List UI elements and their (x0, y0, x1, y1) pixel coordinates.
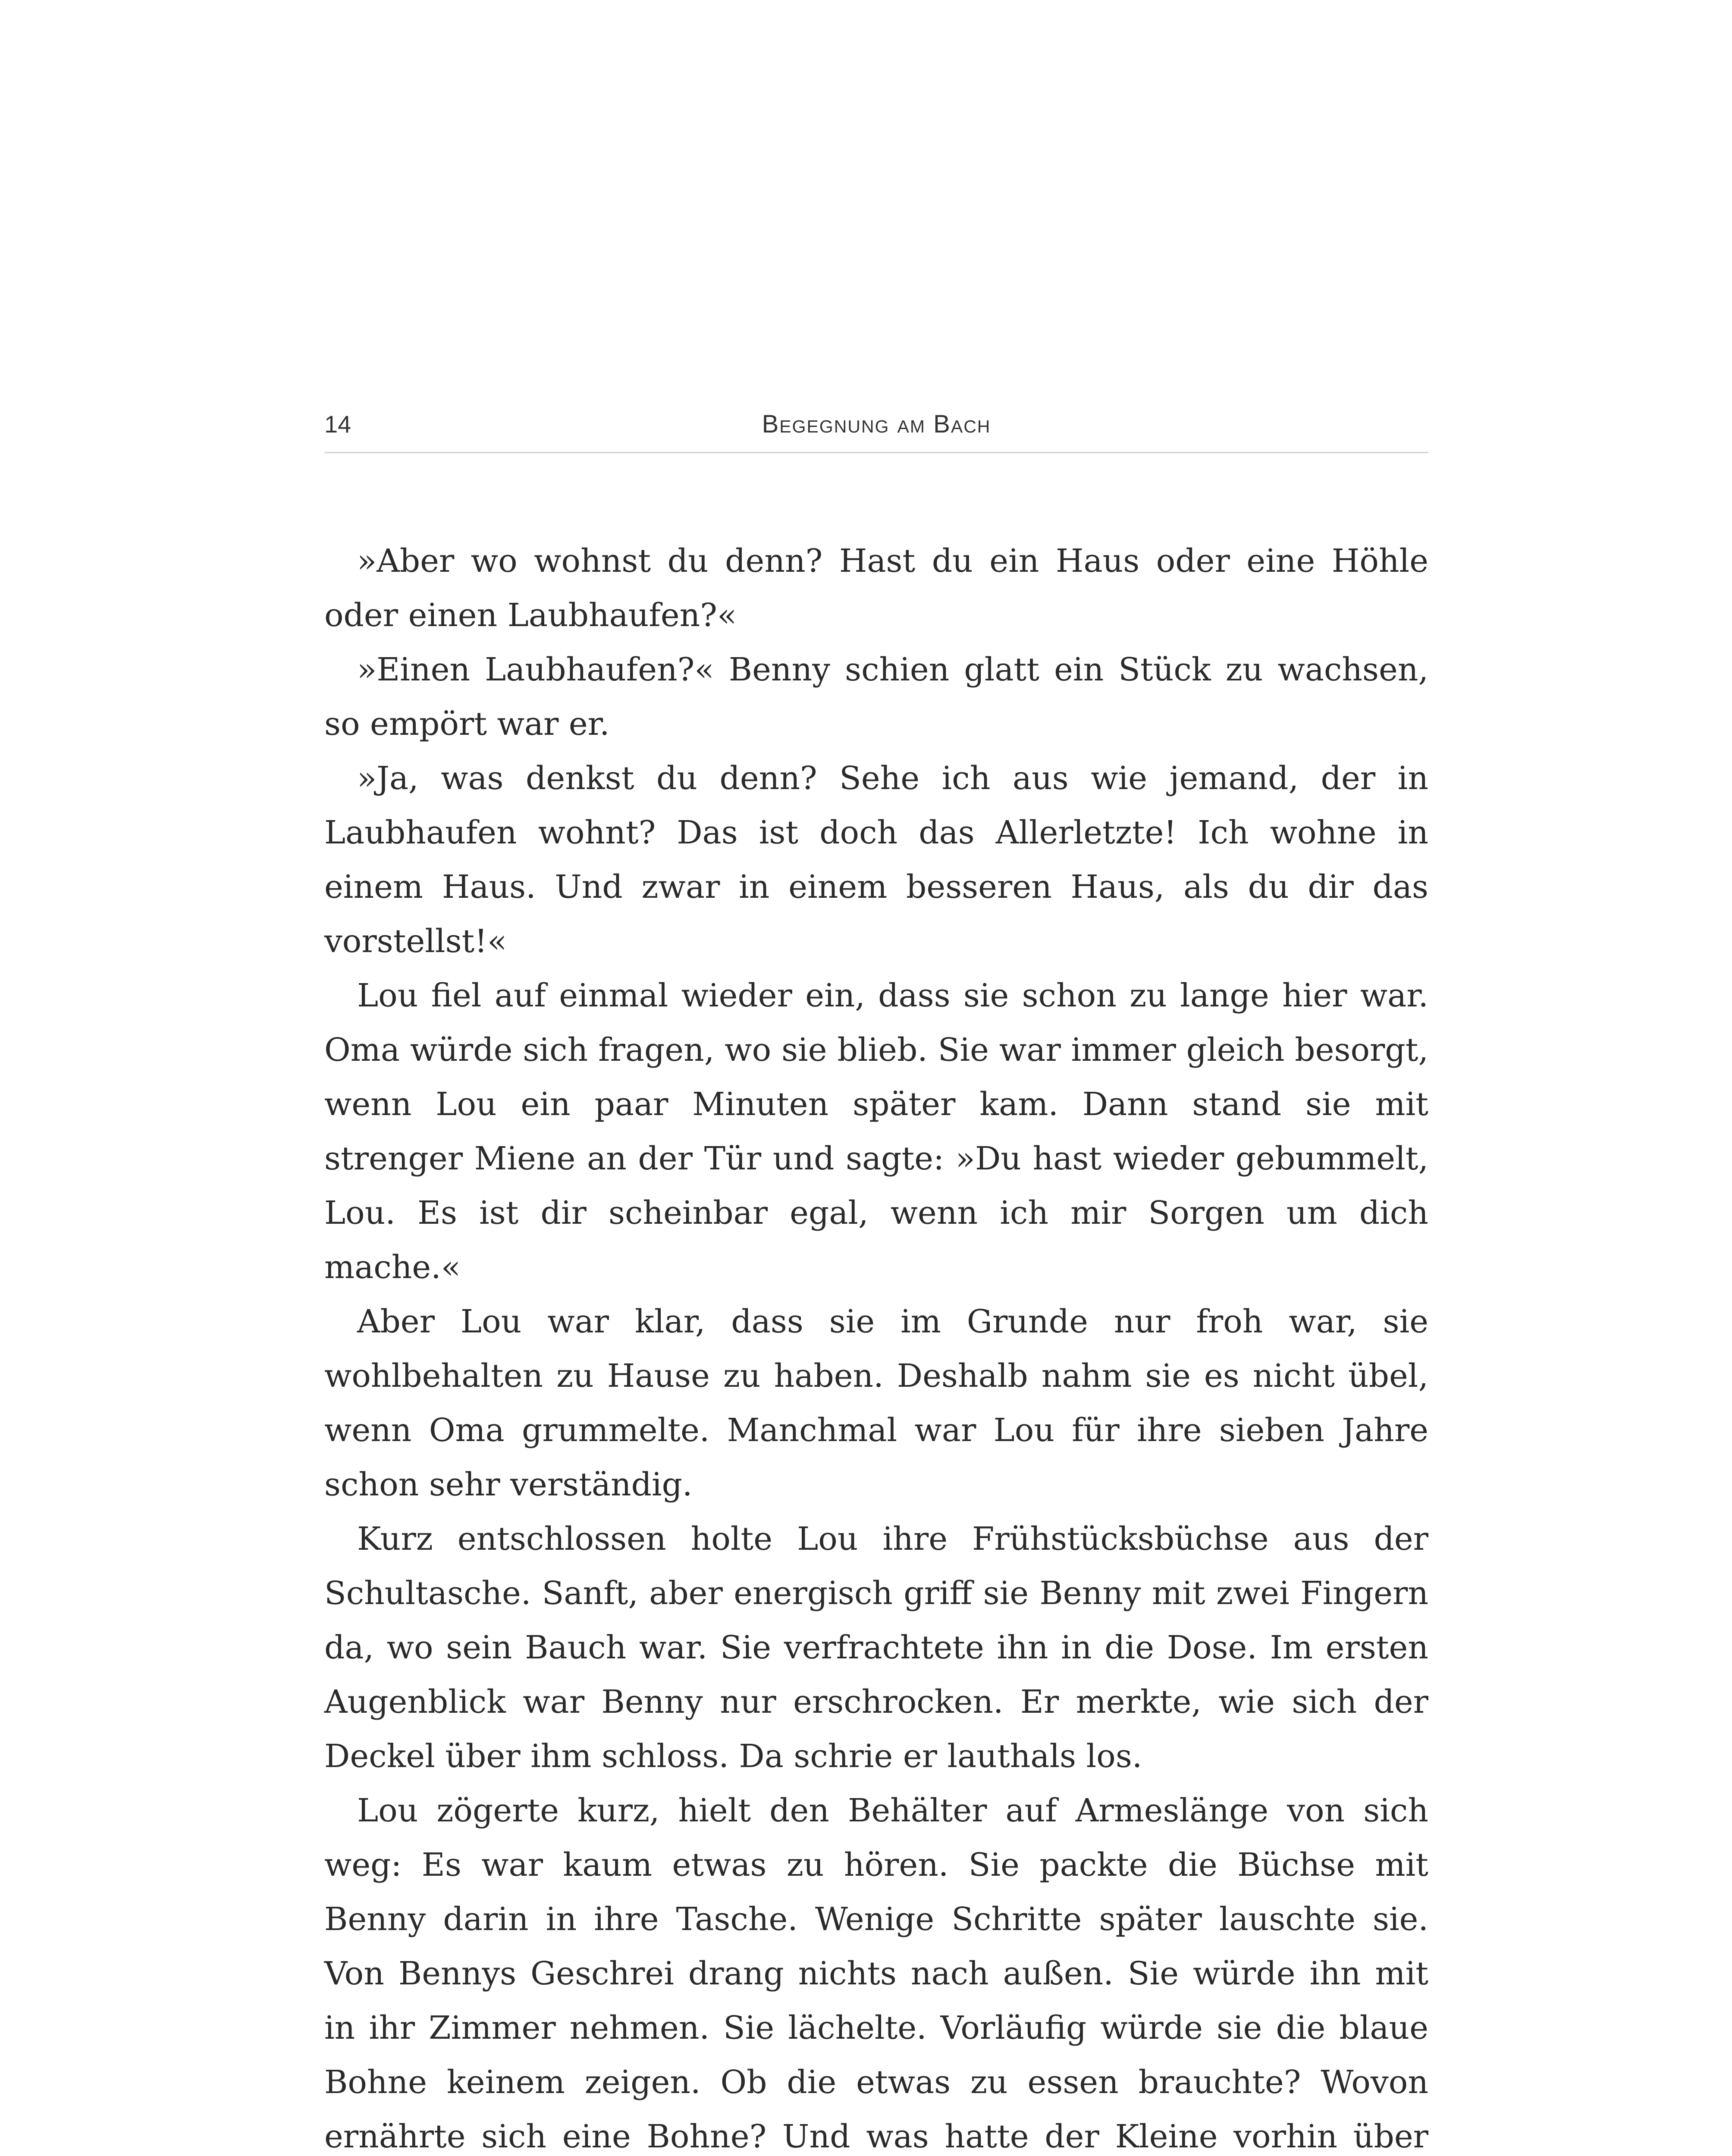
body-text (324, 534, 1428, 2155)
paragraph: »Ja, was denkst du denn? Sehe ich aus wie jemand, der in Laubhaufen wohnt? Das ist doch das Allerletzte! Ich wohne in einem Haus. Und zwar in einem besseren Haus, als du dir das vorstellst!« (324, 760, 1428, 960)
running-title: Begegnung am Bach (762, 410, 991, 438)
paragraph: Lou zögerte kurz, hielt den Behälter auf Armeslänge von sich weg: Es war kaum etwas zu hören. Sie packte die Büchse mit Benny darin in ihre Tasche. Wenige Schritte später lauschte sie. Von Bennys Geschrei drang nichts nach außen. Sie würde ihn mit in ihr Zimmer nehmen. Sie lächelte. Vorläufig würde sie die blaue Bohne keinem zeigen. Ob die etwas zu essen brauchte? Wovon ernährte sich eine Bohne? Und was hatte der Kleine vorhin über (324, 1792, 1428, 2155)
header-divider (324, 452, 1428, 453)
paragraph: Lou fiel auf einmal wieder ein, dass sie schon zu lange hier war. Oma würde sich fragen, wo sie blieb. Sie war immer gleich besorgt, wenn Lou ein paar Minuten später kam. Dann stand sie mit strenger Miene an der Tür und sagte: »Du hast wieder gebummelt, Lou. Es ist dir scheinbar egal, wenn ich mir Sorgen um dich mache.« (324, 977, 1428, 1286)
paragraph: Kurz entschlossen holte Lou ihre Frühstücksbüchse aus der Schultasche. Sanft, aber energisch griff sie Benny mit zwei Fingern da, wo sein Bauch war. Sie verfrachtete ihn in die Dose. Im ersten Augenblick war Benny nur erschrocken. Er merkte, wie sich der Deckel über ihm schloss. Da schrie er lauthals los. (324, 1520, 1428, 1775)
page-number: 14 (324, 411, 351, 438)
running-header (324, 401, 1428, 453)
paragraph: Aber Lou war klar, dass sie im Grunde nur froh war, sie wohlbehalten zu Hause zu haben. Deshalb nahm sie es nicht übel, wenn Oma grummelte. Manchmal war Lou für ihre sieben Jahre schon sehr verständig. (324, 1303, 1428, 1503)
paragraph: »Einen Laubhaufen?« Benny schien glatt ein Stück zu wachsen, so empört war er. (324, 651, 1428, 743)
paragraph: »Aber wo wohnst du denn? Hast du ein Haus oder eine Höhle oder einen Laubhaufen?« (324, 542, 1428, 634)
